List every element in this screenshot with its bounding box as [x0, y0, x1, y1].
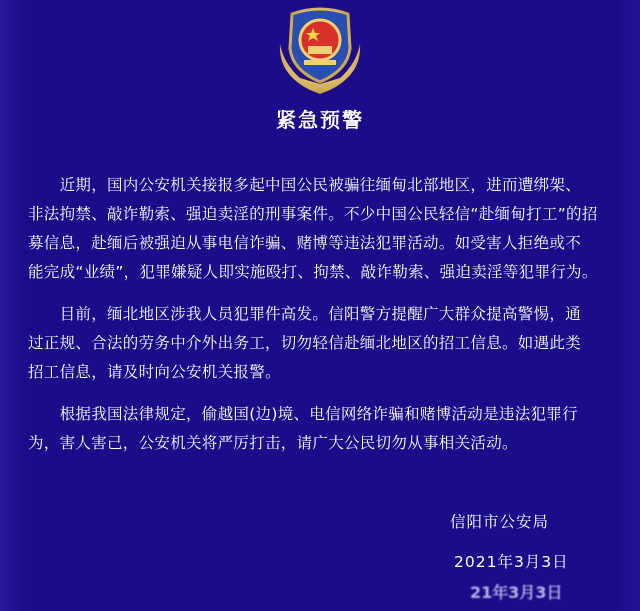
paragraph-line: 非法拘禁、敲诈勒索、强迫卖淫的刑事案件。不少中国公民轻信“赴缅甸打工”的招	[28, 205, 598, 223]
paragraph-line: 能完成“业绩”，犯罪嫌疑人即实施殴打、拘禁、敲诈勒索、强迫卖淫等犯罪行为。	[28, 263, 598, 281]
paragraph-line: 目前，缅北地区涉我人员犯罪件高发。信阳警方提醒广大群众提高警惕，通	[28, 305, 582, 323]
paragraph-line: 为，害人害己，公安机关将严厉打击，请广大公民切勿从事相关活动。	[28, 434, 518, 452]
signature: 信阳市公安局	[450, 513, 550, 531]
paragraph-line: 近期，国内公安机关接报多起中国公民被骗往缅甸北部地区，进而遭绑架、	[28, 176, 582, 194]
police-emblem-icon	[270, 4, 370, 96]
ghost-date: 21年3月3日	[470, 583, 563, 602]
paragraph-line: 过正规、合法的劳务中介外出务工，切勿轻信赴缅北地区的招工信息。如遇此类	[28, 334, 582, 352]
date: 2021年3月3日	[454, 553, 569, 571]
page-title: 紧急预警	[276, 108, 364, 132]
paragraph-line: 招工信息，请及时向公安机关报警。	[28, 363, 281, 381]
paragraph-line: 募信息，赴缅后被强迫从事电信诈骗、赌博等违法犯罪活动。如受害人拒绝或不	[28, 234, 582, 252]
paragraph-line: 根据我国法律规定，偷越国(边)境、电信网络诈骗和赌博活动是违法犯罪行	[28, 405, 578, 423]
